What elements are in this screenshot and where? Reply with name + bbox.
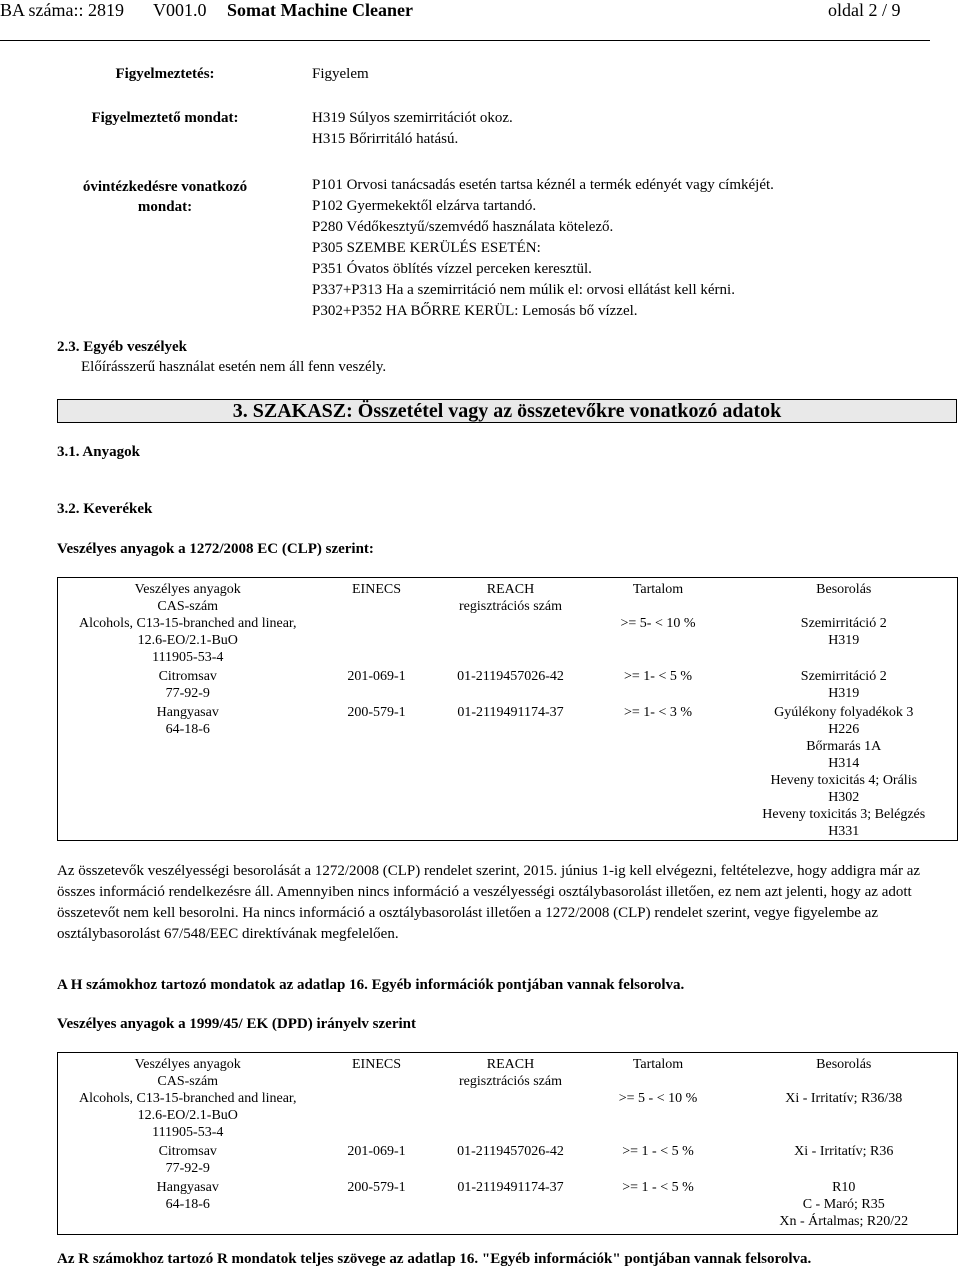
table-row: Hangyasav 64-18-6 200-579-1 01-2119491174-37 >= 1 - < 5 % R10 C - Maró; R35 Xn - Ártalmas; R20/22 <box>156 1180 909 1229</box>
hazard-line: H319 Súlyos szemirritációt okoz. <box>312 110 513 126</box>
hazard-label: Figyelmeztető mondat: <box>91 110 239 126</box>
precaution-line: P337+P313 Ha a szemirritáció nem múlik el: orvosi ellátást kell kérni. <box>312 282 735 298</box>
hazard-statements <box>312 108 513 150</box>
header-divider <box>0 40 930 41</box>
warning-value: Figyelem <box>312 66 369 82</box>
precaution-line: P102 Gyermekektől elzárva tartandó. <box>312 198 537 214</box>
product-name: Somat Machine Cleaner <box>227 0 413 20</box>
precaution-label: óvintézkedésre vonatkozó mondat: <box>82 179 248 215</box>
hazard-line: H315 Bőrirritáló hatású. <box>312 131 459 147</box>
section-3-1-title: 3.1. Anyagok <box>57 444 140 460</box>
clp-heading: Veszélyes anyagok a 1272/2008 EC (CLP) szerint: <box>57 541 374 557</box>
table-row: Citromsav 77-92-9 201-069-1 01-2119457026-42 >= 1- < 5 % Szemirritáció 2 H319 <box>158 669 887 701</box>
precaution-line: P302+P352 HA BŐRRE KERÜL: Lemosás bő vízzel. <box>312 303 638 319</box>
h-note: A H számokhoz tartozó mondatok az adatlap 16. Egyéb információk pontjában vannak felsorolva. <box>57 977 685 993</box>
table-header-row: Veszélyes anyagok CAS-szám EINECS REACH regisztrációs szám Tartalom Besorolás <box>134 1057 872 1089</box>
precaution-line: P305 SZEMBE KERÜLÉS ESETÉN: <box>312 240 541 256</box>
table-row: Hangyasav 64-18-6 200-579-1 01-2119491174-37 >= 1- < 3 % Gyúlékony folyadékok 3 H226 Bőrmarás 1A H314 Heveny toxicitás 4; Orális H302 Heveny toxicitás 3; Belégzés H331 <box>156 705 926 839</box>
table-row: Alcohols, C13-15-branched and linear, 12.6-EO/2.1-BuO 111905-53-4 >= 5- < 10 % Szemirritáció 2 H319 <box>78 616 887 665</box>
version: V001.0 <box>153 0 207 20</box>
section-3-2-title: 3.2. Keverékek <box>57 501 153 517</box>
section-3-banner: 3. SZAKASZ: Összetétel vagy az összetevőkre vonatkozó adatok <box>57 399 957 423</box>
section-2-3-title: 2.3. Egyéb veszélyek <box>57 339 187 355</box>
doc-number: BA száma:: 2819 <box>0 0 124 20</box>
section-2-3-text: Előírásszerű használat esetén nem áll fenn veszély. <box>81 359 387 375</box>
table-row: Citromsav 77-92-9 201-069-1 01-2119457026-42 >= 1 - < 5 % Xi - Irritatív; R36 <box>158 1144 894 1176</box>
dpd-heading: Veszélyes anyagok a 1999/45/ EK (DPD) irányelv szerint <box>57 1016 416 1032</box>
table-row: Alcohols, C13-15-branched and linear, 12.6-EO/2.1-BuO 111905-53-4 >= 5 - < 10 % Xi - Irritatív; R36/38 <box>78 1091 903 1140</box>
precaution-line: P280 Védőkesztyű/szemvédő használata kötelező. <box>312 219 614 235</box>
clp-table <box>57 577 958 841</box>
dpd-table <box>57 1052 958 1235</box>
page-indicator: oldal 2 / 9 <box>828 0 901 20</box>
precaution-statements <box>312 175 774 322</box>
warning-label: Figyelmeztetés: <box>115 66 215 82</box>
table-header-row: Veszélyes anyagok CAS-szám EINECS REACH regisztrációs szám Tartalom Besorolás <box>134 582 872 614</box>
clp-note: Az összetevők veszélyességi besorolását a 1272/2008 (CLP) rendelet szerint, 2015. június 1-ig kell elvégezni, feltételezve, hogy addigra már az összes információ rendelkezésre áll. Amennyiben nincs információ a veszélyességi osztálybasorolást illetően, ez nem azt jelenti, hogy az adott összetevőt nem kell besorolni. Ha nincs információ a osztálybasorolást illetően a 1272/2008 (CLP) rendelet szerint, vegye figyelembe az osztálybasorolást 67/548/EEC direktívának megfelelően. <box>57 863 921 942</box>
precaution-line: P101 Orvosi tanácsadás esetén tartsa kéznél a termék edényét vagy címkéjét. <box>312 177 774 193</box>
precaution-line: P351 Óvatos öblítés vízzel perceken keresztül. <box>312 261 592 277</box>
r-note: Az R számokhoz tartozó R mondatok teljes szövege az adatlap 16. "Egyéb információk" pontjában vannak felsorolva. <box>57 1251 812 1267</box>
